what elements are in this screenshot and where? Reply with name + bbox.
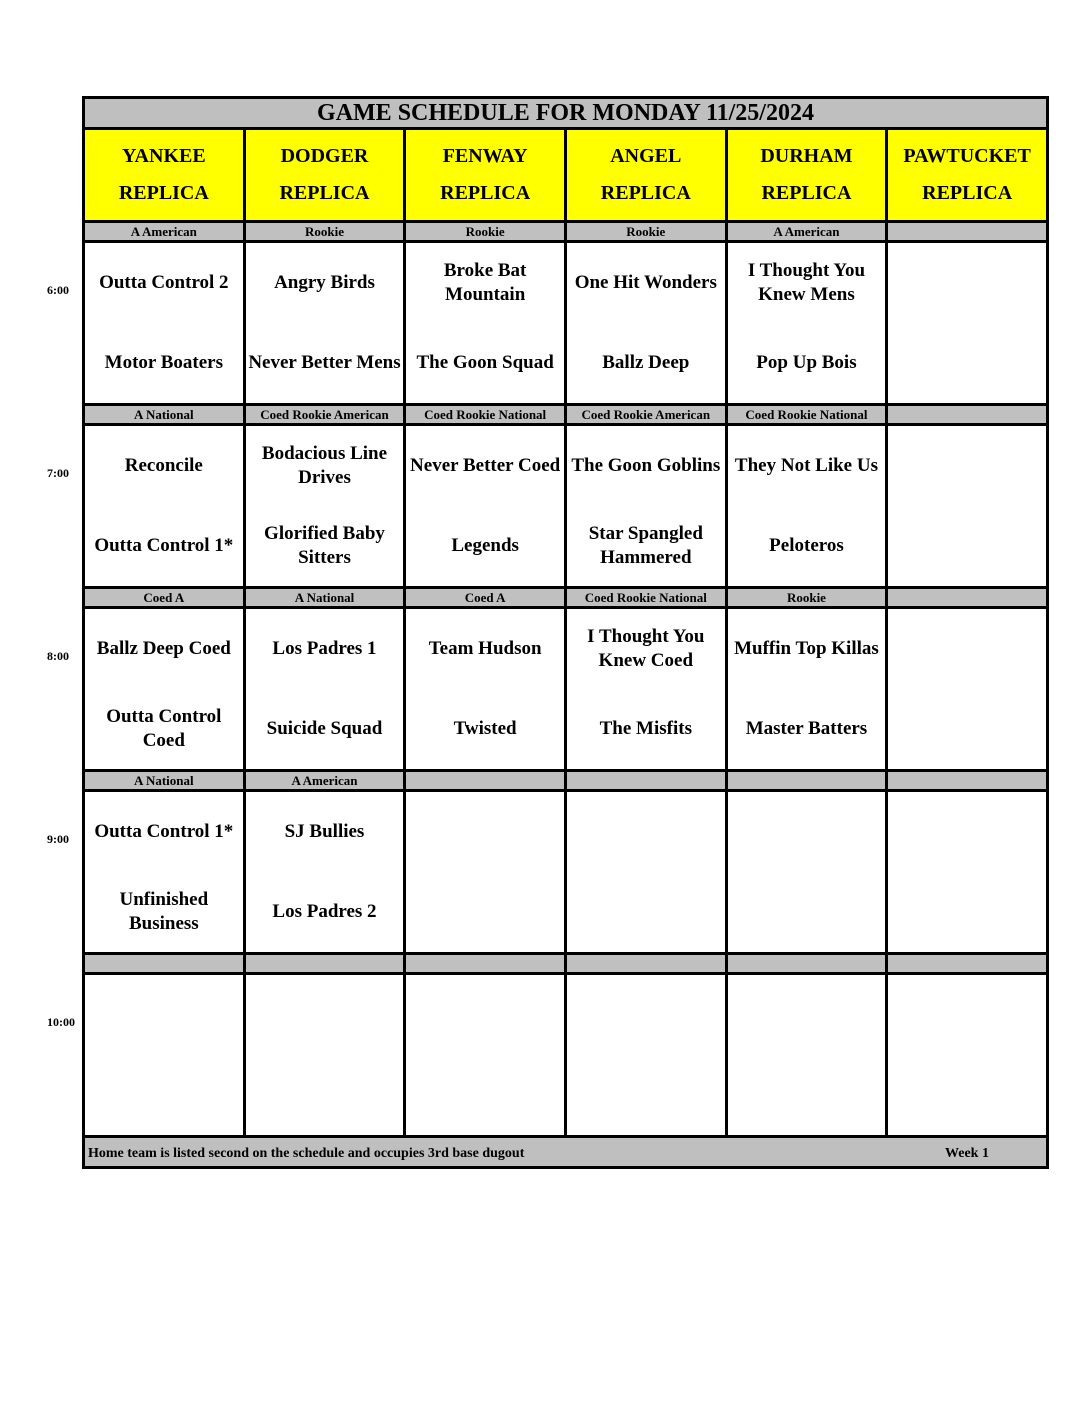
home-team: Never Better Mens	[248, 352, 401, 373]
division-label	[405, 954, 566, 974]
away-team: I Thought You Knew Coed	[587, 626, 705, 671]
division-label: Coed A	[84, 588, 245, 608]
division-label	[405, 771, 566, 791]
home-team: The Misfits	[599, 718, 692, 739]
division-label	[84, 954, 245, 974]
division-row	[84, 954, 1048, 974]
field-header-pawtucket	[887, 129, 1048, 222]
empty-game-cell	[405, 974, 566, 1137]
away-team: Outta Control 2	[99, 272, 229, 293]
away-team: One Hit Wonders	[574, 272, 717, 293]
away-team: Los Padres 1	[272, 638, 377, 659]
division-label: A National	[84, 771, 245, 791]
week-label: Week 1	[945, 1146, 989, 1161]
field-name: DURHAM	[760, 145, 853, 167]
home-team: Peloteros	[769, 535, 844, 556]
game-row	[84, 608, 1048, 771]
field-subtitle: REPLICA	[279, 182, 370, 204]
empty-game-cell	[887, 974, 1048, 1137]
footer-cell	[84, 1137, 1048, 1168]
division-row	[84, 771, 1048, 791]
division-label	[887, 222, 1048, 242]
division-label: Rookie	[565, 222, 726, 242]
home-team: Legends	[451, 535, 519, 556]
field-name: FENWAY	[442, 145, 528, 167]
game-cell	[405, 608, 566, 771]
division-label: Coed A	[405, 588, 566, 608]
field-name: ANGEL	[610, 145, 682, 167]
division-label: A National	[84, 405, 245, 425]
game-row	[84, 425, 1048, 588]
time-label: 8:00	[47, 649, 69, 663]
field-name: PAWTUCKET	[903, 145, 1031, 167]
away-team: Muffin Top Killas	[734, 638, 879, 659]
away-team: I Thought You Knew Mens	[747, 260, 866, 305]
empty-game-cell	[565, 791, 726, 954]
empty-game-cell	[887, 425, 1048, 588]
home-team: Outta Control Coed	[106, 706, 222, 751]
schedule-table	[82, 96, 1049, 1169]
field-subtitle: REPLICA	[922, 182, 1013, 204]
time-label: 10:00	[47, 1015, 75, 1029]
time-label: 6:00	[47, 283, 69, 297]
division-label	[565, 954, 726, 974]
game-cell	[84, 608, 245, 771]
division-label: Coed Rookie National	[565, 588, 726, 608]
field-subtitle: REPLICA	[440, 182, 531, 204]
game-cell	[726, 425, 887, 588]
empty-game-cell	[887, 608, 1048, 771]
game-row	[84, 242, 1048, 405]
division-label: A National	[244, 588, 405, 608]
division-row	[84, 588, 1048, 608]
title-row	[84, 98, 1048, 129]
division-label: Coed Rookie National	[726, 405, 887, 425]
field-name: YANKEE	[121, 145, 206, 167]
away-team: Ballz Deep Coed	[96, 638, 231, 659]
game-row	[84, 974, 1048, 1137]
division-label: Rookie	[726, 588, 887, 608]
empty-game-cell	[726, 974, 887, 1137]
game-cell	[84, 425, 245, 588]
game-cell	[565, 242, 726, 405]
game-cell	[565, 608, 726, 771]
empty-game-cell	[887, 242, 1048, 405]
game-cell	[244, 425, 405, 588]
home-team: Master Batters	[745, 718, 868, 739]
division-label: Coed Rookie American	[244, 405, 405, 425]
empty-game-cell	[84, 974, 245, 1137]
game-cell	[244, 608, 405, 771]
away-team: They Not Like Us	[734, 455, 878, 476]
field-subtitle: REPLICA	[118, 182, 209, 204]
time-label: 9:00	[47, 832, 69, 846]
empty-game-cell	[244, 974, 405, 1137]
division-label: Coed Rookie American	[565, 405, 726, 425]
division-label	[887, 405, 1048, 425]
field-header-yankee	[84, 129, 245, 222]
game-cell	[405, 242, 566, 405]
game-cell	[405, 425, 566, 588]
home-team: The Goon Squad	[416, 352, 554, 373]
field-header-fenway	[405, 129, 566, 222]
game-cell	[726, 608, 887, 771]
empty-game-cell	[405, 791, 566, 954]
away-team: Reconcile	[124, 455, 203, 476]
division-label: A American	[244, 771, 405, 791]
schedule-title: GAME SCHEDULE FOR MONDAY 11/25/2024	[84, 98, 1048, 129]
game-cell	[84, 242, 245, 405]
field-header-angel	[565, 129, 726, 222]
empty-game-cell	[887, 791, 1048, 954]
away-team: Never Better Coed	[410, 455, 561, 476]
game-cell	[244, 791, 405, 954]
division-label	[887, 588, 1048, 608]
field-subtitle: REPLICA	[761, 182, 852, 204]
division-label	[726, 771, 887, 791]
home-team: Twisted	[453, 718, 517, 739]
field-header-durham	[726, 129, 887, 222]
division-label: Coed Rookie National	[405, 405, 566, 425]
home-team: Ballz Deep	[602, 352, 690, 373]
away-team: Bodacious Line Drives	[261, 443, 388, 488]
division-label: A American	[726, 222, 887, 242]
division-label	[887, 954, 1048, 974]
home-team: Pop Up Bois	[756, 352, 857, 373]
game-cell	[244, 242, 405, 405]
division-row	[84, 405, 1048, 425]
field-name: DODGER	[280, 145, 369, 167]
time-label: 7:00	[47, 466, 69, 480]
home-team: Motor Boaters	[104, 352, 224, 373]
home-team: Outta Control 1*	[94, 535, 234, 556]
field-header-row	[84, 129, 1048, 222]
home-team: Suicide Squad	[266, 718, 383, 739]
game-cell	[726, 242, 887, 405]
game-cell	[84, 791, 245, 954]
empty-game-cell	[726, 791, 887, 954]
away-team: The Goon Goblins	[571, 455, 721, 476]
game-cell	[565, 425, 726, 588]
home-team-note: Home team is listed second on the schedule and occupies 3rd base dugout	[88, 1146, 525, 1161]
home-team: Los Padres 2	[272, 901, 377, 922]
division-row	[84, 222, 1048, 242]
footer-row	[84, 1137, 1048, 1168]
away-team: Outta Control 1*	[94, 821, 234, 842]
away-team: Broke Bat Mountain	[443, 260, 527, 305]
game-row	[84, 791, 1048, 954]
home-team: Star Spangled Hammered	[588, 523, 703, 568]
division-label	[726, 954, 887, 974]
division-label: Rookie	[244, 222, 405, 242]
home-team: Unfinished Business	[119, 889, 209, 934]
division-label	[565, 771, 726, 791]
away-team: SJ Bullies	[284, 821, 365, 842]
empty-game-cell	[565, 974, 726, 1137]
division-label	[887, 771, 1048, 791]
away-team: Angry Birds	[274, 272, 375, 293]
division-label: Rookie	[405, 222, 566, 242]
field-header-dodger	[244, 129, 405, 222]
division-label	[244, 954, 405, 974]
division-label: A American	[84, 222, 245, 242]
away-team: Team Hudson	[428, 638, 542, 659]
field-subtitle: REPLICA	[600, 182, 691, 204]
home-team: Glorified Baby Sitters	[264, 523, 385, 568]
